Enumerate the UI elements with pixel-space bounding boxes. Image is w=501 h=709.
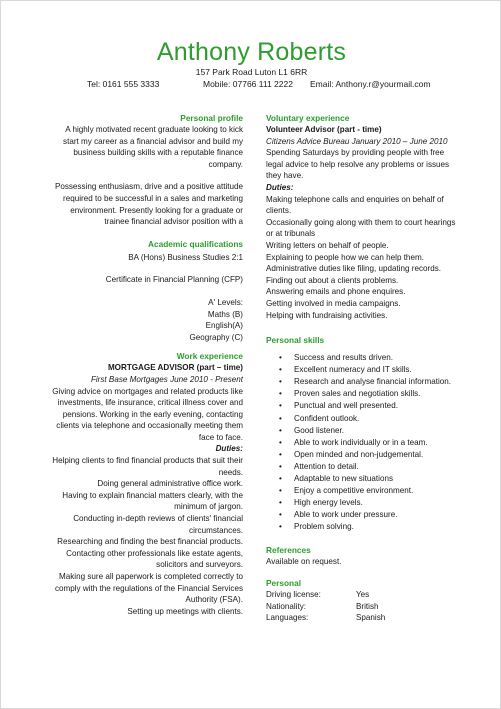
list-item: • Adaptable to new situations (294, 473, 496, 485)
list-item: • Problem solving. (294, 521, 496, 533)
personal-value: Spanish (356, 613, 386, 623)
telephone: Tel: 0161 555 3333 (87, 79, 160, 89)
list-item: • Proven sales and negotiation skills. (294, 388, 496, 400)
volunteer-org: Citizens Advice Bureau January 2010 – June 2010 (266, 136, 448, 146)
list-item: • Success and results driven. (294, 352, 496, 364)
profile-line: Possessing enthusiasm, drive and a positive attitude (54, 182, 243, 192)
alevel-line: English(A) (205, 321, 243, 331)
references-text: Available on request. (266, 556, 342, 566)
section-heading-profile: Personal profile (180, 113, 243, 123)
duty-line: Doing general administrative office work. (97, 479, 243, 489)
list-item: • Research and analyse financial information. (294, 376, 496, 388)
alevel-line: A' Levels: (208, 297, 243, 307)
duty-line: circumstances. (189, 525, 243, 535)
duty-line: Conducting in-depth reviews of clients' financial (73, 514, 243, 524)
personal-key: Languages: (266, 613, 309, 623)
alevel-line: Maths (B) (207, 309, 243, 319)
left-column (9, 113, 243, 617)
skills-list (266, 352, 496, 533)
list-item: • Good listener. (294, 425, 496, 437)
list-item: • Excellent numeracy and IT skills. (294, 364, 496, 376)
section-heading-references: References (266, 544, 311, 555)
duty-line: Explaining to people how we can help them. (266, 252, 424, 262)
personal-key: Nationality: (266, 601, 307, 611)
duty-line: or at tribunals (266, 229, 316, 239)
vol-desc-line: Spending Saturdays by providing people with free (266, 148, 445, 158)
duty-line: Finding out about a clients problems. (266, 275, 399, 285)
job-desc-line: face to face. (198, 432, 243, 442)
duty-line: Authority (FSA). (185, 595, 243, 605)
list-item: • Able to work individually or in a team. (294, 437, 496, 449)
duty-line: Helping with fundraising activities. (266, 310, 388, 320)
volunteer-role: Volunteer Advisor (part - time) (266, 125, 382, 134)
duty-line: comply with the regulations of the Financial Services (54, 583, 243, 593)
section-heading-skills: Personal skills (266, 335, 325, 346)
address: 157 Park Road Luton L1 6RR (195, 67, 308, 77)
duty-line: minimum of jargon. (174, 502, 243, 512)
duties-label: Duties: (266, 182, 294, 192)
job-desc-line: Giving advice on mortgages and related products like (52, 386, 243, 396)
job-desc-line: clients via telephone and occasionally meeting them (56, 421, 243, 431)
email: Email: Anthony.r@yourmail.com (310, 79, 431, 89)
section-heading-work: Work experience (176, 351, 243, 362)
duty-line: Occasionally going along with them to court hearings (266, 217, 456, 227)
duty-line: Answering emails and phone enquires. (266, 287, 406, 297)
profile-line: trainee financial advisor position with a (104, 217, 243, 227)
profile-line: environment. Presently looking for a graduate or (70, 205, 243, 215)
job-org: First Base Mortgages June 2010 - Present (90, 374, 243, 384)
duty-line: Writing letters on behalf of people. (266, 240, 389, 250)
degree: BA (Hons) Business Studies 2:1 (128, 252, 243, 262)
personal-key: Driving license: (266, 590, 321, 600)
list-item: • Open minded and non-judgemental. (294, 449, 496, 461)
right-column (266, 113, 496, 624)
list-item: • Able to work under pressure. (294, 509, 496, 521)
profile-line: start my career as a financial advisor and build my (63, 136, 243, 146)
job-title: MORTGAGE ADVISOR (part – time) (107, 363, 243, 373)
personal-row (266, 601, 496, 613)
certificate: Certificate in Financial Planning (CFP) (105, 275, 243, 285)
list-item: • High energy levels. (294, 497, 496, 509)
duty-line: Setting up meetings with clients. (127, 606, 243, 616)
section-heading-academic: Academic qualifications (148, 238, 243, 249)
list-item: • Punctual and well presented. (294, 400, 496, 412)
vol-desc-line: they have. (266, 171, 304, 181)
alevel-line: Geography (C) (189, 332, 243, 342)
mobile: Mobile: 07766 111 2222 (203, 79, 293, 89)
profile-line: required to be successful in a sales and marketing (63, 193, 243, 203)
duty-line: Researching and finding the best financial products. (57, 537, 243, 547)
duties-label: Duties: (215, 444, 243, 454)
duty-line: Making sure all paperwork is completed correctly to (59, 572, 243, 581)
duty-line: Making telephone calls and enquiries on behalf of (266, 194, 444, 204)
personal-value: British (356, 601, 379, 611)
duty-line: Having to explain financial matters clearly, with the (62, 490, 243, 500)
section-heading-voluntary: Voluntary experience (266, 113, 350, 123)
duty-line: clients. (266, 206, 292, 216)
job-desc-line: pensions. Working in the early evening, contacting (62, 409, 243, 419)
profile-line: A highly motivated recent graduate looking to kick (65, 125, 243, 134)
list-item: • Confident outlook. (294, 413, 496, 425)
duty-line: solicitors and surveyors. (156, 560, 243, 570)
duty-line: Getting involved in media campaigns. (266, 298, 401, 308)
duty-line: needs. (218, 467, 243, 477)
section-heading-personal: Personal (266, 578, 302, 589)
duty-line: Administrative duties like filing, updating records. (266, 264, 441, 274)
list-item: • Attention to detail. (294, 461, 496, 473)
profile-line: company. (208, 159, 243, 169)
duty-line: Helping clients to find financial products that suit their (52, 456, 243, 466)
personal-value: Yes (356, 590, 370, 600)
job-desc-line: investments, life insurance, critical illness cover and (57, 398, 243, 408)
list-item: • Enjoy a competitive environment. (294, 485, 496, 497)
personal-row (266, 612, 496, 624)
profile-line: business building skills with a reputable finance (73, 148, 243, 158)
duty-line: Contacting other professionals like estate agents, (66, 548, 243, 558)
candidate-name: Anthony Roberts (156, 38, 347, 66)
vol-desc-line: legal advice to help resolve any problems or issues (266, 159, 450, 169)
personal-row (266, 589, 496, 601)
